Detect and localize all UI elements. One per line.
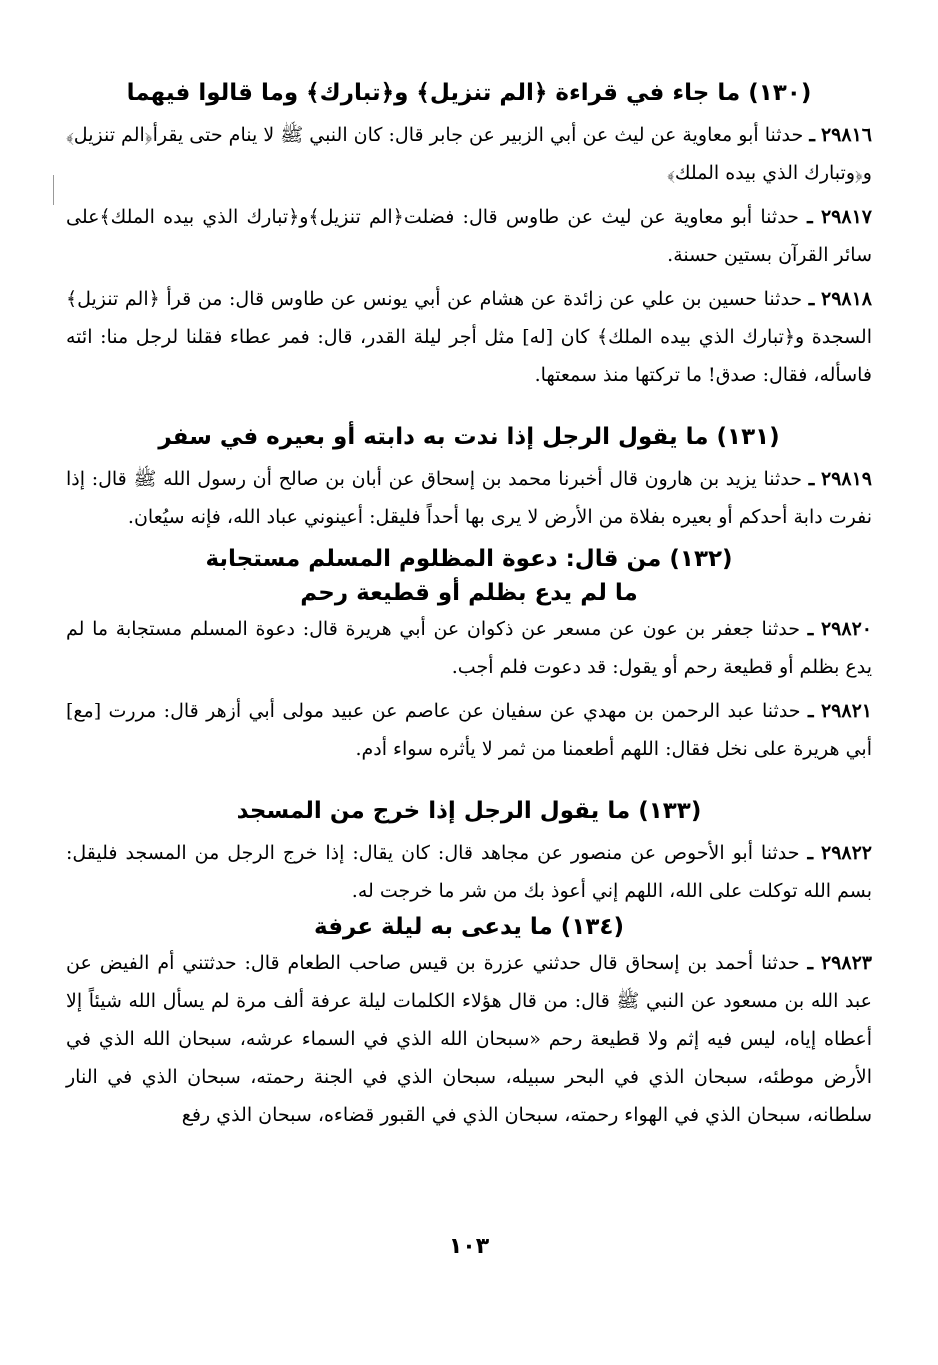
hadith-text: حدثنا جعفر بن عون عن مسعر عن ذكوان عن أبي هريرة قال: دعوة المسلم مستجابة ما لم يدع بظلم أو قطيعة رحم أو يقول: قد دعوت فلم أجب. xyxy=(66,618,872,678)
dash: ـ xyxy=(808,468,815,490)
hadith-number: ٢٩٨١٩ xyxy=(820,468,872,490)
hadith-number: ٢٩٨٢٢ xyxy=(820,842,873,864)
chapter-134-title: (١٣٤) ما يدعى به ليلة عرفة xyxy=(314,914,624,940)
chapter-132-title-line2: ما لم يدع بظلم أو قطيعة رحم xyxy=(300,580,638,606)
margin-mark xyxy=(53,175,54,205)
hadith-29818 xyxy=(66,280,872,394)
dash: ـ xyxy=(807,206,813,228)
chapter-133-title: (١٣٣) ما يقول الرجل إذا خرج من المسجد xyxy=(236,798,702,824)
dash: ـ xyxy=(807,618,814,640)
dash: ـ xyxy=(807,700,814,722)
chapter-132-title xyxy=(66,542,872,610)
chapter-130-title: (١٣٠) ما جاء في قراءة ﴿الم تنزيل﴾ و﴿تبارك﴾ وما قالوا فيهما xyxy=(126,80,812,106)
hadith-29817 xyxy=(66,198,872,274)
hadith-29821 xyxy=(66,692,872,768)
hadith-text: حدثنا أبو الأحوص عن منصور عن مجاهد قال: كان يقال: إذا خرج الرجل من المسجد فليقل: بسم الله توكلت على الله، اللهم إني أعوذ بك من شر ما خرجت له. xyxy=(66,842,872,902)
hadith-text: حدثنا أبو معاوية عن ليث عن طاوس قال: فضلت﴿الم تنزيل﴾و﴿تبارك الذي بيده الملك﴾على سائر القرآن بستين حسنة. xyxy=(66,206,872,266)
hadith-29823 xyxy=(66,944,872,1134)
hadith-number: ٢٩٨١٨ xyxy=(820,288,873,310)
hadith-number: ٢٩٨١٦ xyxy=(820,124,872,146)
hadith-29819 xyxy=(66,460,872,536)
hadith-29822 xyxy=(66,834,872,910)
page-number: ١٠٣ xyxy=(448,1234,490,1259)
hadith-number: ٢٩٨١٧ xyxy=(820,206,872,228)
dash: ـ xyxy=(808,288,815,310)
book-page xyxy=(66,76,872,1134)
hadith-number: ٢٩٨٢١ xyxy=(820,700,872,722)
hadith-text: حدثنا عبد الرحمن بن مهدي عن سفيان عن عاصم عن عبيد مولى أبي أزهر قال: مررت [مع] أبي هريرة على نخل فقال: اللهم أطعمنا من ثمر لا يأثره سواء أدم. xyxy=(66,700,872,760)
dash: ـ xyxy=(807,842,814,864)
dash: ـ xyxy=(809,124,815,146)
hadith-number: ٢٩٨٢٣ xyxy=(820,952,872,974)
hadith-number: ٢٩٨٢٠ xyxy=(820,618,872,640)
hadith-29816 xyxy=(66,116,872,192)
hadith-text: حدثنا حسين بن علي عن زائدة عن هشام عن أبي يونس عن طاوس قال: من قرأ ﴿الم تنزيل﴾ السجدة و﴿تبارك الذي بيده الملك﴾ كان [له] مثل أجر ليلة القدر، قال: فمر عطاء فقلنا لرجل منا: ائته فاسأله، فقال: صدق! ما تركتها منذ سمعتها. xyxy=(66,288,872,386)
chapter-132-title-line1: (١٣٢) من قال: دعوة المظلوم المسلم مستجابة xyxy=(205,546,733,572)
hadith-text: حدثنا أبو معاوية عن ليث عن أبي الزبير عن جابر قال: كان النبي ﷺ لا ينام حتى يقرأ﴿الم تنزيل﴾ و﴿وتبارك الذي بيده الملك﴾ xyxy=(66,124,872,184)
chapter-131-title: (١٣١) ما يقول الرجل إذا ندت به دابته أو بعيره في سفر xyxy=(158,424,780,450)
hadith-text: حدثنا يزيد بن هارون قال أخبرنا محمد بن إسحاق عن أبان بن صالح أن رسول الله ﷺ قال: إذا نفرت دابة أحدكم أو بعيره بفلاة من الأرض لا يرى بها أحداً فليقل: أعينوني عباد الله، فإنه سيُعان. xyxy=(66,468,872,528)
hadith-text: حدثنا أحمد بن إسحاق قال حدثني عزرة بن قيس صاحب الطعام قال: حدثتني أم الفيض عن عبد الله بن مسعود عن النبي ﷺ قال: من قال هؤلاء الكلمات ليلة عرفة ألف مرة لم يسأل الله شيئاً إلا أعطاه إياه، ليس فيه إثم ولا قطيعة رحم «سبحان الله الذي في السماء عرشه، سبحان الله الذي في الأرض موطئه، سبحان الذي في البحر سبيله، سبحان الذي في الجنة رحمته، سبحان الذي في النار سلطانه، سبحان الذي في الهواء رحمته، سبحان الذي في القبور قضاءه، سبحان الذي رفع xyxy=(66,952,872,1126)
hadith-29820 xyxy=(66,610,872,686)
dash: ـ xyxy=(807,952,814,974)
